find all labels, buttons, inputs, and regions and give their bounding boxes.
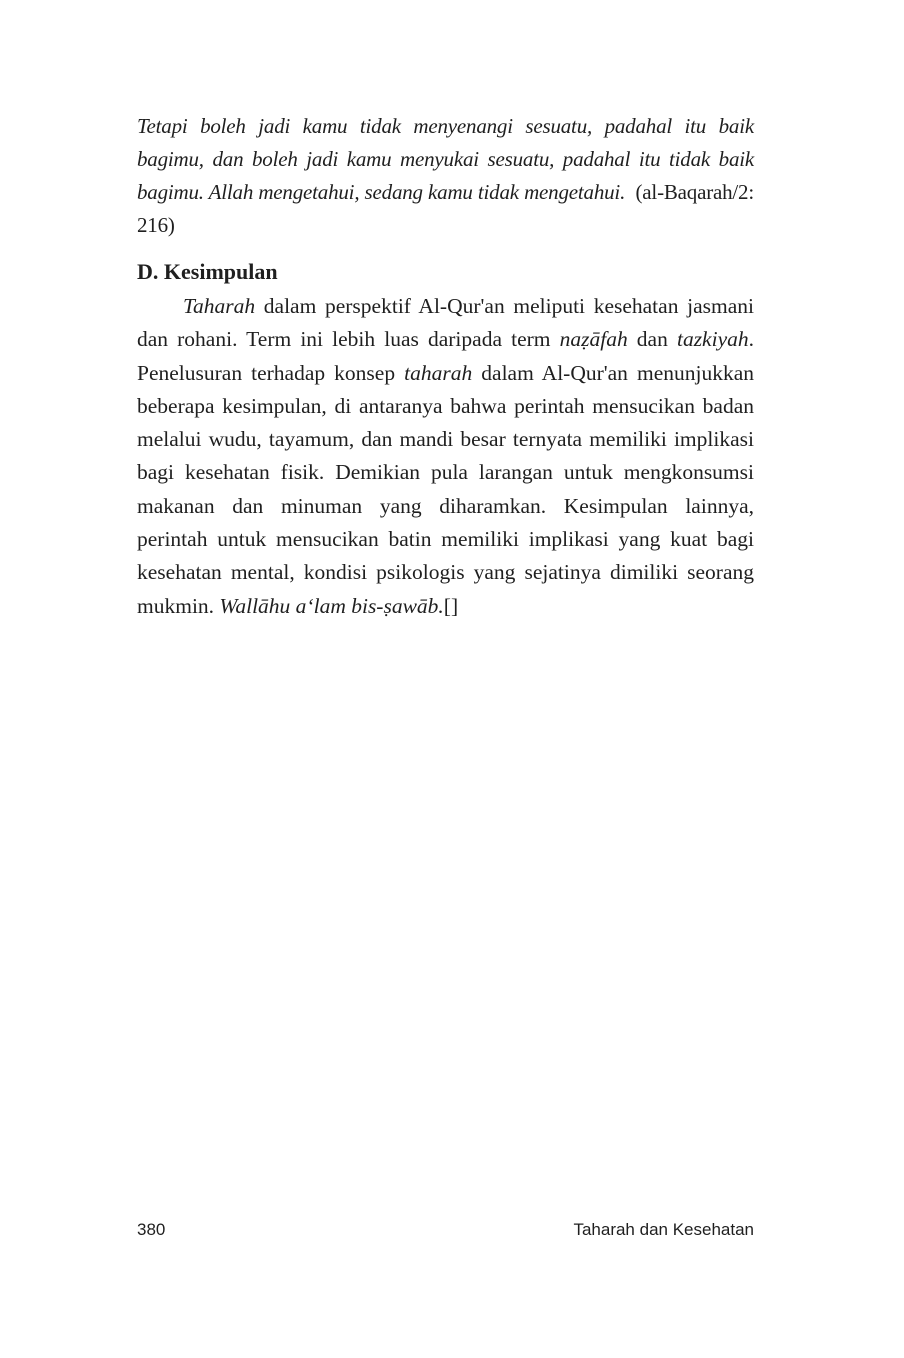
- paragraph-run: Wallāhu a‘lam bis-ṣawāb.: [219, 593, 444, 618]
- page-number: 380: [137, 1220, 166, 1239]
- page-body: [137, 110, 754, 623]
- paragraph-run: tazkiyah: [676, 327, 749, 352]
- paragraph-run: []: [443, 593, 459, 618]
- running-title: Taharah dan Kesehatan: [573, 1220, 754, 1239]
- quran-quote: [137, 110, 754, 242]
- paragraph-run: dan: [627, 327, 677, 352]
- paragraph-run: naẓāfah: [559, 327, 628, 352]
- conclusion-paragraph: [137, 290, 754, 623]
- paragraph-run: dalam Al-Qur'an menunjukkan beberapa kesimpulan, di antaranya bahwa perintah mensucikan badan melalui wudu, tayamum, dan mandi besar ternyata memiliki implikasi bagi kesehatan fisik. Demikian pula larangan untuk mengkonsumsi makanan dan minuman yang diharamkan. Kesimpulan lainnya, perintah untuk mensucikan batin memiliki implikasi yang kuat bagi kesehatan mental, kondisi psikologis yang sejatinya dimiliki seorang mukmin.: [137, 360, 755, 618]
- paragraph-run: taharah: [404, 360, 473, 385]
- quote-reference: (al-Baqarah/2: 216): [137, 180, 754, 237]
- paragraph-run: . Penelusuran terhadap konsep: [137, 327, 754, 385]
- section-heading: D. Kesimpulan: [137, 259, 278, 284]
- quote-text: Tetapi boleh jadi kamu tidak menyenangi sesuatu, padahal itu baik bagimu, dan boleh jadi kamu menyukai sesuatu, padahal itu tidak baik bagimu. Allah mengetahui, sedang kamu tidak mengetahui.: [137, 114, 754, 204]
- paragraph-run: Taharah: [183, 294, 256, 318]
- paragraph-run: dalam perspektif Al-Qur'an meliputi kesehatan jasmani dan rohani. Term ini lebih luas daripada term: [137, 294, 754, 352]
